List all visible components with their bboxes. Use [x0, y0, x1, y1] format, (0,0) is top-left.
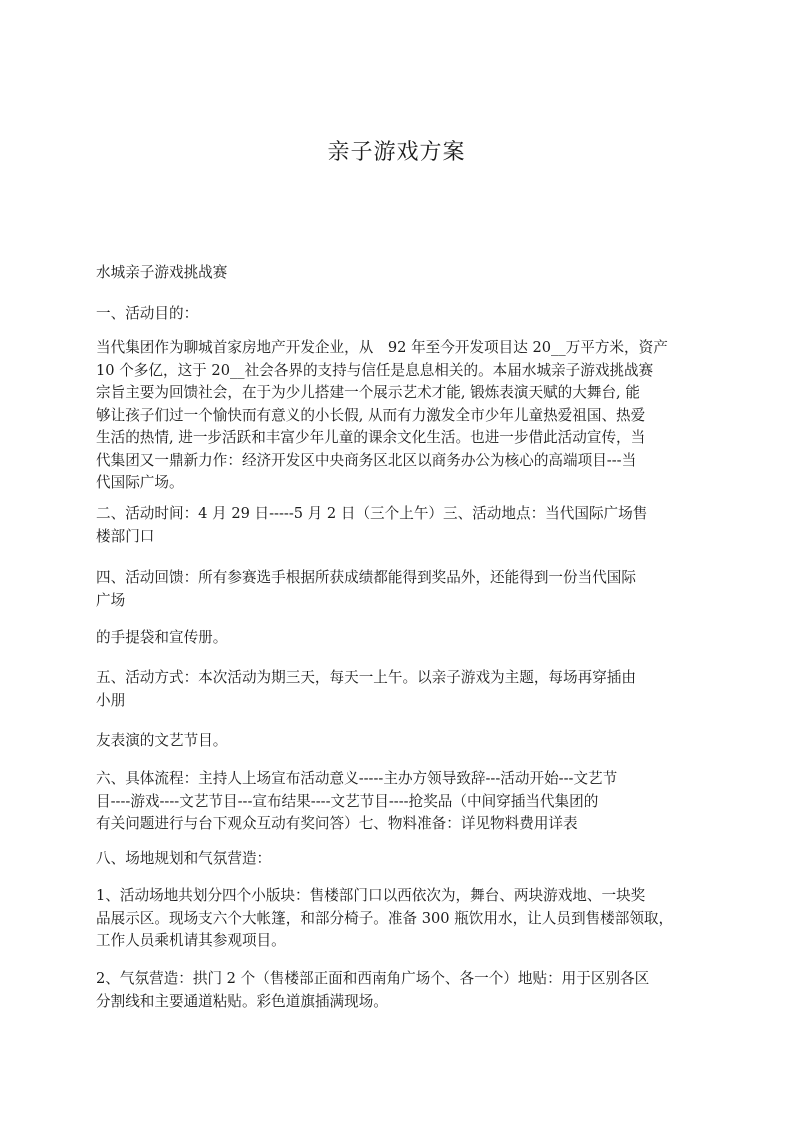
paragraph-line: 四、活动回馈：所有参赛选手根据所获成绩都能得到奖品外，还能得到一份当代国际	[96, 569, 636, 586]
section1-paragraph	[96, 337, 716, 495]
paragraph-line: 品展示区。现场支六个大帐篷，和部分椅子。准备 300 瓶饮用水，让人员到售楼部领取，	[96, 909, 674, 927]
paragraph-line: 有关问题进行与台下观众互动有奖问答）七、物料准备：详见物料费用详表	[96, 815, 578, 832]
section8-item2	[96, 968, 716, 1013]
paragraph-line: 目----游戏----文艺节目---宣布结果----文艺节目----抢奖品（中间穿插当代集团的	[96, 792, 599, 810]
paragraph-line: 2、气氛营造：拱门 2 个（售楼部正面和西南角广场个、各一个）地贴：用于区别各区	[96, 970, 650, 987]
section2-paragraph	[96, 503, 716, 548]
subtitle	[96, 262, 716, 285]
section8-item1	[96, 885, 716, 953]
section1-heading-line: 一、活动目的：	[96, 305, 199, 322]
paragraph-line: 分割线和主要通道粘贴。彩色道旗插满现场。	[96, 992, 388, 1010]
document-title: 亲子游戏方案	[327, 140, 466, 165]
paragraph-line: 生活的热情, 进一步活跃和丰富少年儿童的课余文化生活。也进一步借此活动宣传，当	[96, 429, 646, 446]
paragraph-line: 的手提袋和宣传册。	[96, 629, 228, 646]
subtitle-line: 水城亲子游戏挑战赛	[96, 264, 228, 281]
paragraph-line: 二、活动时间：4 月 29 日-----5 月 2 日（三个上午）三、活动地点：当代国际广场售	[96, 505, 648, 522]
paragraph-line: 10 个多亿，这于 20__社会各界的支持与信任是息息相关的。本届水城亲子游戏挑战赛	[96, 361, 654, 379]
paragraph-line: 友表演的文艺节目。	[96, 732, 228, 749]
paragraph-line: 楼部门口	[96, 527, 155, 545]
paragraph-line: 够让孩子们过一个愉快而有意义的小长假, 从而有力激发全市少年儿童热爱祖国、热爱	[96, 406, 646, 424]
paragraph-line: 广场	[96, 591, 126, 609]
paragraph-line: 工作人员乘机请其参观项目。	[96, 932, 286, 949]
paragraph-line: 六、具体流程：主持人上场宣布活动意义-----主办方领导致辞---活动开始---文艺节	[96, 770, 618, 787]
section5-paragraph	[96, 667, 716, 712]
paragraph-line: 五、活动方式：本次活动为期三天，每天一上午。以亲子游戏为主题，每场再穿插由	[96, 669, 636, 686]
section4-continuation	[96, 627, 716, 650]
section8-heading	[96, 848, 716, 871]
section6-paragraph	[96, 768, 716, 836]
paragraph-line: 宗旨主要为回馈社会，在于为少儿搭建一个展示艺术才能, 锻炼表演天赋的大舞台, 能	[96, 384, 640, 401]
section4-paragraph	[96, 567, 716, 612]
paragraph-line: 代集团又一鼎新力作：经济开发区中央商务区北区以商务办公为核心的高端项目---当	[96, 451, 637, 469]
section1-heading	[96, 303, 716, 326]
paragraph-line: 1、活动场地共划分四个小版块：售楼部门口以西依次为，舞台、两块游戏地、一块奖	[96, 887, 646, 904]
section5-continuation	[96, 730, 716, 753]
section8-heading-line: 八、场地规划和气氛营造：	[96, 850, 272, 867]
paragraph-line: 小朋	[96, 691, 126, 709]
paragraph-line: 代国际广场。	[96, 474, 184, 491]
paragraph-line: 当代集团作为聊城首家房地产开发企业，从 92 年至今开发项目达 20__万平方米，资产	[96, 339, 668, 356]
